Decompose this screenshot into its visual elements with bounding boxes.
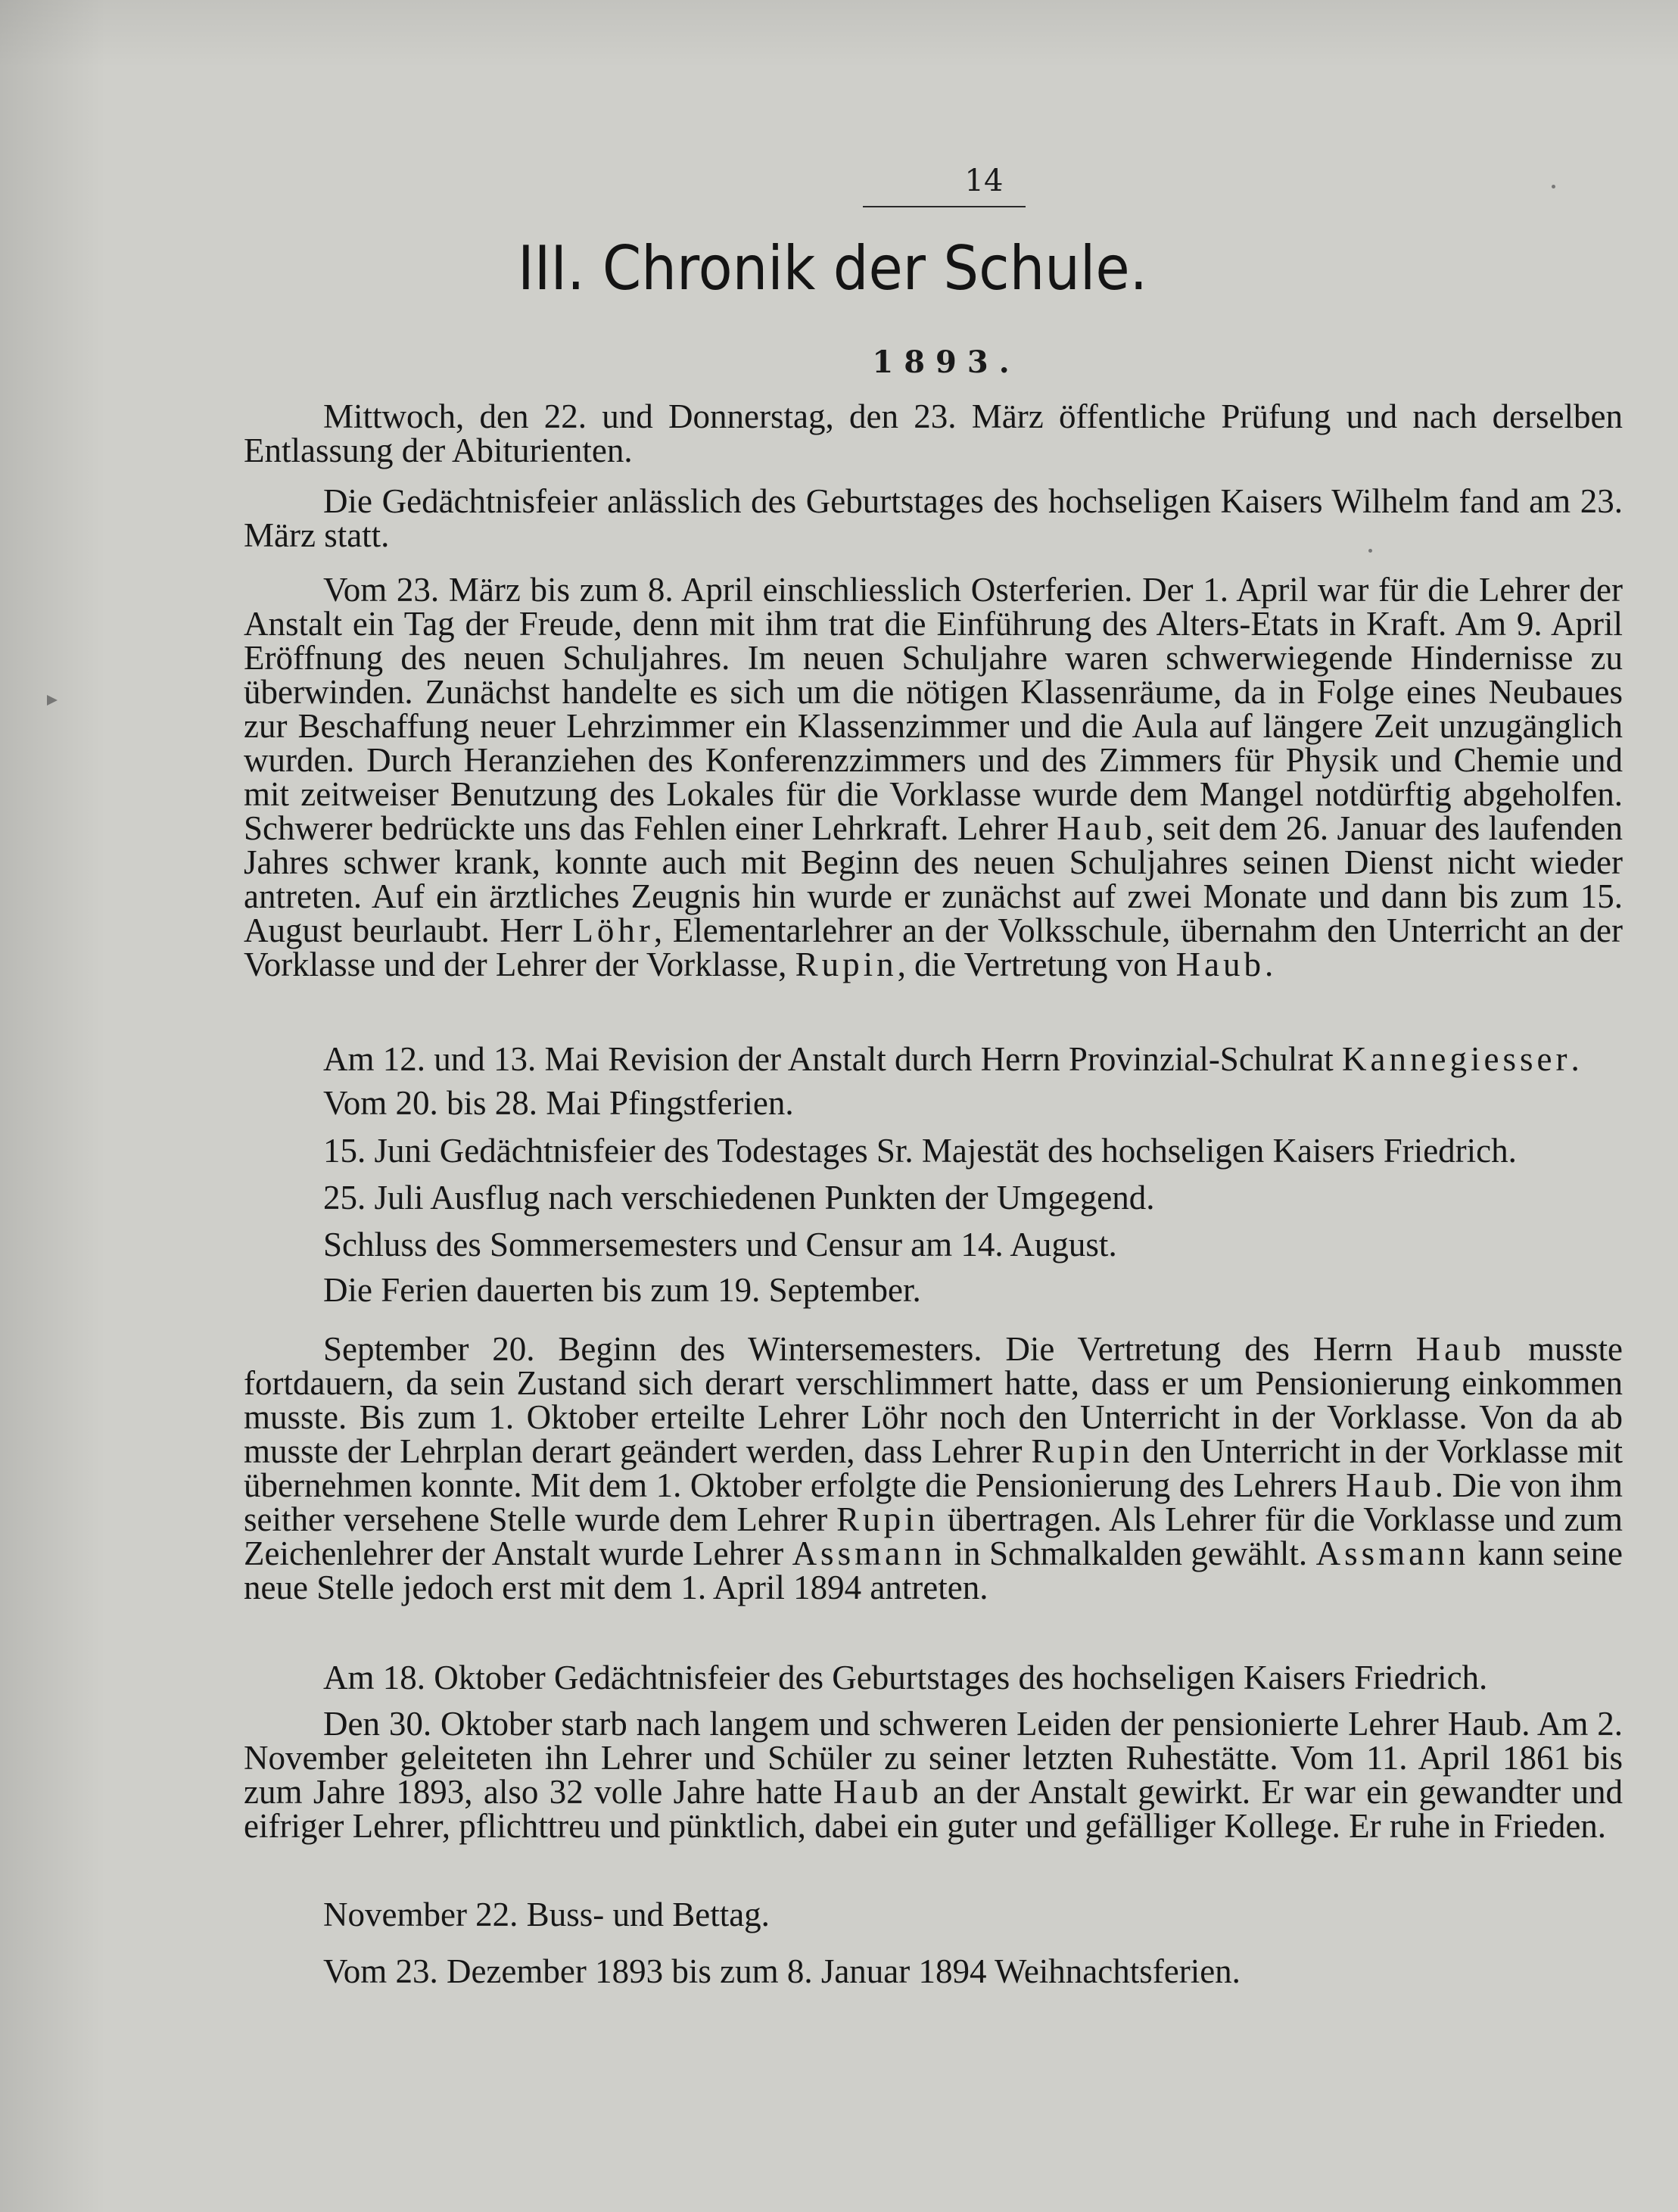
entry-obituary: Den 30. Oktober starb nach langem und schweren Leiden der pensionierte Lehrer Haub. Am 2. November geleiteten ihn Lehrer und Schüler zu seiner letzten Ruhestätte. Vom 11. April 1861 bis zum Jahre 1893, also 32 volle Jahre hatte Haub an der Anstalt gewirkt. Er war ein gewandter und eifriger Lehrer, pflichttreu und pünktlich, dabei ein guter und gefälliger Kollege. Er ruhe in Frieden. bbox=[244, 1705, 1624, 1845]
page-number-rule bbox=[863, 206, 1026, 207]
page-number: 14 bbox=[964, 164, 1004, 198]
person-name: Löhr bbox=[572, 911, 654, 949]
person-name: Rupin bbox=[795, 946, 898, 983]
entry-pentecost-holidays: Vom 20. bis 28. Mai Pfingstferien. bbox=[323, 1084, 794, 1122]
entry-holidays-end: Die Ferien dauerten bis zum 19. September. bbox=[323, 1271, 921, 1309]
person-name: Rupin bbox=[836, 1500, 939, 1538]
year-heading: 1893. bbox=[872, 344, 1020, 380]
entry-abitur-exam: Mittwoch, den 22. und Donnerstag, den 23. März öffentliche Prüfung und nach derselben Entlassung der Abiturienten. bbox=[244, 397, 1623, 469]
person-name: Rupin bbox=[1031, 1432, 1134, 1470]
person-name: Haub bbox=[1346, 1466, 1435, 1504]
person-name: Kannegiesser bbox=[1342, 1040, 1571, 1078]
person-name: Haub bbox=[1175, 946, 1265, 983]
person-name: Haub bbox=[1415, 1330, 1505, 1368]
entry-friedrich-death-anniversary: 15. Juni Gedächtnisfeier des Todestages Sr. Majestät des hochseligen Kaisers Friedrich. bbox=[323, 1132, 1517, 1170]
page-edge-shadow bbox=[0, 0, 106, 2212]
entry-christmas-holidays: Vom 23. Dezember 1893 bis zum 8. Januar 1894 Weihnachtsferien. bbox=[323, 1952, 1241, 1990]
chapter-title: III. Chronik der Schule. bbox=[518, 233, 1147, 304]
entry-winter-semester: September 20. Beginn des Wintersemesters. Die Vertretung des Herrn Haub musste fortdauern, da sein Zustand sich derart verschlimmert hatte, dass er um Pensionierung einkommen musste. Bis zum 1. Oktober erteilte Lehrer Löhr noch den Unterricht in der Vorklasse. Von da ab musste der Lehrplan derart geändert werden, dass Lehrer Rupin den Unterricht in der Vorklasse mit übernehmen konnte. Mit dem 1. Oktober erfolgte die Pensionierung des Lehrers Haub. Die von ihm seither versehene Stelle wurde dem Lehrer Rupin übertragen. Als Lehrer für die Vorklasse und zum Zeichenlehrer der Anstalt wurde Lehrer Assmann in Schmalkalden gewählt. Assmann kann seine neue Stelle jedoch erst mit dem 1. April 1894 antreten. bbox=[244, 1330, 1624, 1606]
entry-friedrich-birthday: Am 18. Oktober Gedächtnisfeier des Geburtstages des hochseligen Kaisers Friedrich. bbox=[323, 1659, 1488, 1696]
margin-mark bbox=[47, 695, 58, 706]
entry-day-of-repentance: November 22. Buss- und Bettag. bbox=[323, 1896, 770, 1933]
person-name: Assmann bbox=[1315, 1534, 1470, 1572]
person-name: Assmann bbox=[792, 1534, 946, 1572]
person-name: Haub bbox=[1057, 809, 1146, 847]
page-top-shadow bbox=[0, 0, 1678, 68]
entry-summer-semester-end: Schluss des Sommersemesters und Censur am 14. August. bbox=[323, 1226, 1117, 1263]
entry-wilhelm-birthday: Die Gedächtnisfeier anlässlich des Geburtstages des hochseligen Kaisers Wilhelm fand am 23. März statt. bbox=[244, 482, 1623, 554]
speck bbox=[1552, 185, 1555, 188]
entry-easter-and-staffing: Vom 23. März bis zum 8. April einschliesslich Osterferien. Der 1. April war für die Lehrer der Anstalt ein Tag der Freude, denn mit ihm trat die Einführung des Alters-Etats in Kraft. Am 9. April Eröffnung des neuen Schuljahres. Im neuen Schuljahre waren schwerwiegende Hindernisse zu überwinden. Zunächst handelte es sich um die nötigen Klassenräume, da in Folge eines Neubaues zur Beschaffung neuer Lehrzimmer ein Klassenzimmer und die Aula auf längere Zeit unzugänglich wurden. Durch Heranziehen des Konferenzzimmers und des Zimmers für Physik und Chemie und mit zeitweiser Benutzung des Lokales für die Vorklasse wurde dem Mangel notdürftig abgeholfen. Schwerer bedrückte uns das Fehlen einer Lehrkraft. Lehrer Haub, seit dem 26. Januar des laufenden Jahres schwer krank, konnte auch mit Beginn des neuen Schuljahres seinen Dienst nicht wieder antreten. Auf ein ärztliches Zeugnis hin wurde er zunächst auf zwei Monate und dann bis zum 15. August beurlaubt. Herr Löhr, Elementarlehrer an der Volksschule, übernahm den Unterricht an der Vorklasse und der Lehrer der Vorklasse, Rupin, die Vertretung von Haub. bbox=[244, 571, 1623, 983]
entry-excursion: 25. Juli Ausflug nach verschiedenen Punkten der Umgegend. bbox=[323, 1179, 1155, 1217]
person-name: Haub bbox=[833, 1773, 923, 1811]
entry-school-inspection: Am 12. und 13. Mai Revision der Anstalt durch Herrn Provinzial-Schulrat Kannegiesser. bbox=[323, 1040, 1580, 1078]
